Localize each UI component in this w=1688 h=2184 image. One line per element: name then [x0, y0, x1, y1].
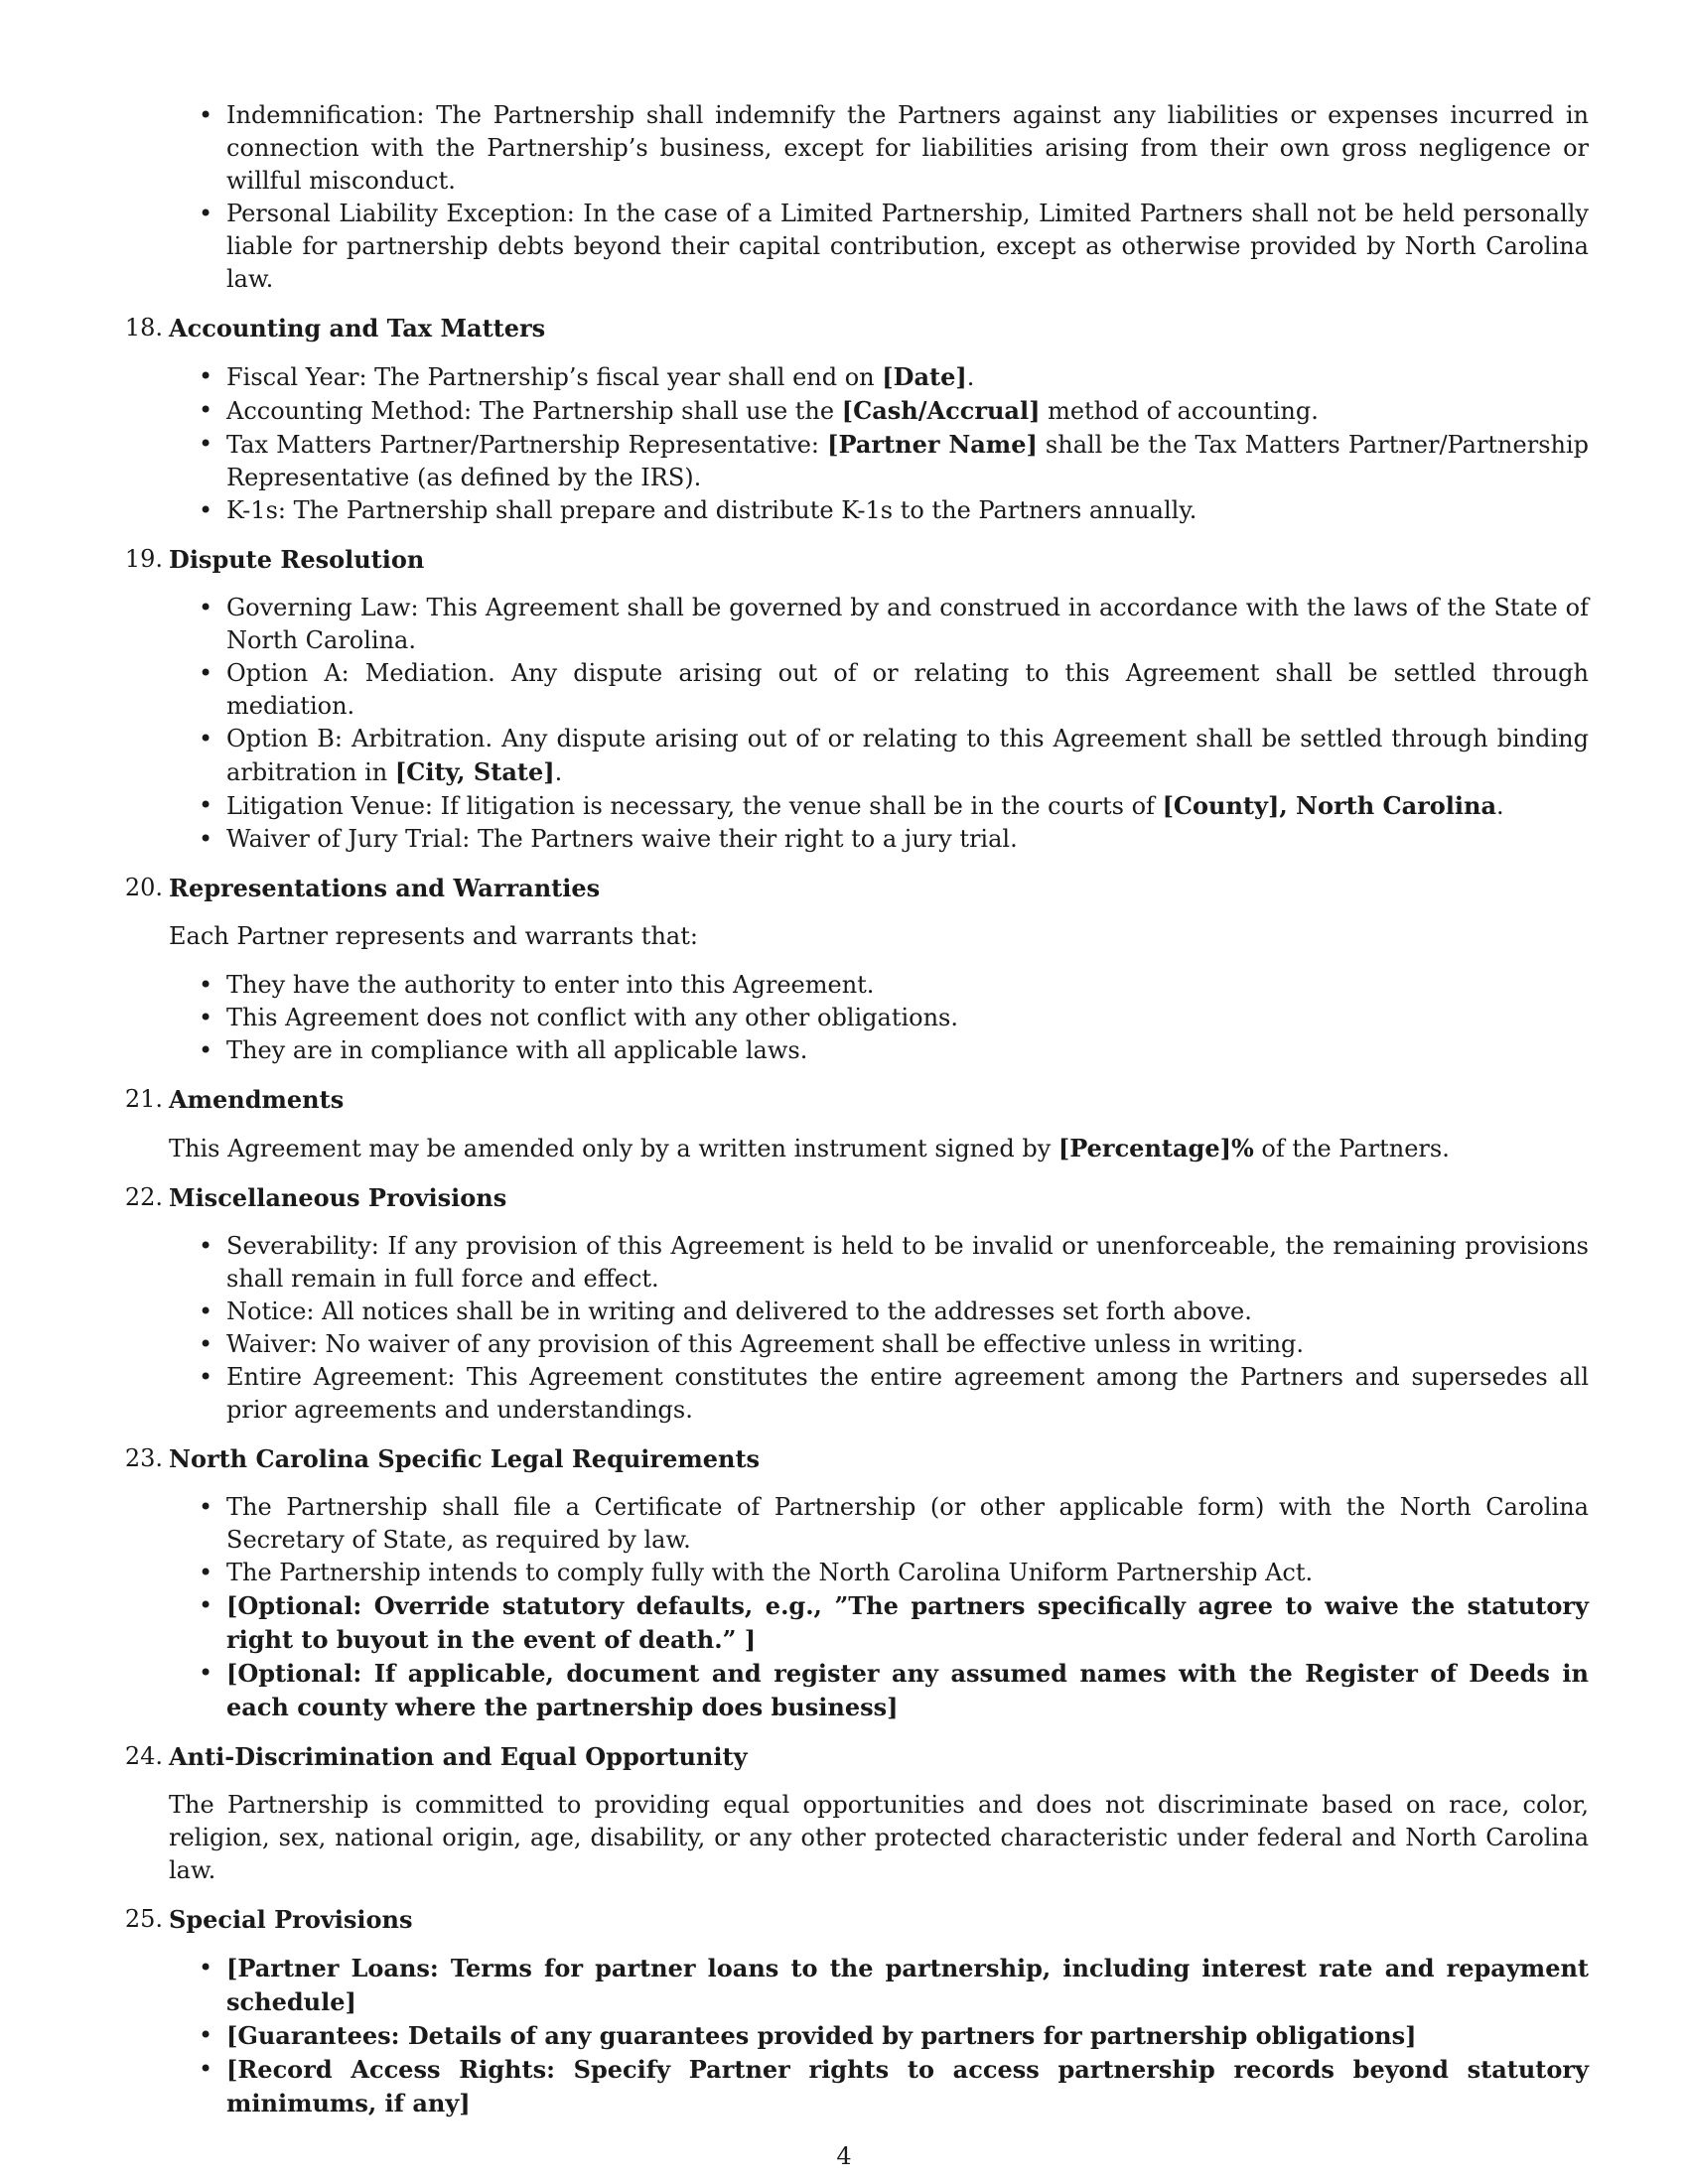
section-paragraph: [107, 1132, 1589, 1165]
list-item: [226, 99, 1589, 198]
section-heading: [107, 1181, 1589, 1214]
text-run: of the Partners.: [1253, 1135, 1450, 1162]
list-item: [226, 1491, 1589, 1557]
text-run: Waiver: No waiver of any provision of this Agreement shall be effective unless in writing.: [226, 1330, 1305, 1358]
section-heading: [107, 1083, 1589, 1116]
bold-placeholder-text: [Optional: Override statutory defaults, e.g., ”The partners specifically agree to waive the statutory right to buyout in the event of death.” ]: [226, 1591, 1589, 1654]
bullet-list: [107, 360, 1589, 527]
bullet-list: [107, 1230, 1589, 1427]
document-body: [107, 99, 1589, 2120]
text-run: Indemnification: The Partnership shall indemnify the Partners against any liabilities or expenses incurred in connection with the Partnership’s business, except for liabilities arising from their own gross negligence or willful misconduct.: [226, 101, 1589, 195]
bold-placeholder-text: [Partner Name]: [827, 430, 1038, 459]
paragraph-block: [107, 920, 1589, 953]
section-heading: [107, 1903, 1589, 1936]
bold-placeholder-text: [County], North Carolina: [1162, 791, 1497, 820]
text-run: The Partnership intends to comply fully with the North Carolina Uniform Partnership Act.: [226, 1559, 1314, 1586]
bold-placeholder-text: [City, State]: [394, 757, 555, 786]
section-18: [107, 312, 1589, 527]
text-run: .: [554, 758, 563, 786]
section-19: [107, 543, 1589, 856]
text-run: shall be the Tax Matters Partner/Partnership Representative (as defined by the IRS).: [226, 431, 1590, 491]
bold-placeholder-text: [Percentage]%: [1057, 1134, 1254, 1162]
list-item: [226, 2019, 1589, 2053]
text-run: This Agreement does not conflict with any other obligations.: [226, 1004, 959, 1031]
section-title: Representations and Warranties: [169, 874, 601, 902]
text-run: Severability: If any provision of this Agreement is held to be invalid or unenforceable, the remaining provisions shall remain in full force and effect.: [226, 1232, 1589, 1293]
list-item: [226, 1002, 1589, 1034]
list-item: [226, 657, 1589, 723]
text-run: Governing Law: This Agreement shall be governed by and construed in accordance with the laws of the State of North Carolina.: [226, 594, 1589, 654]
list-item: [226, 1361, 1589, 1427]
bold-placeholder-text: [Partner Loans: Terms for partner loans to the partnership, including interest rate and repayment schedule]: [226, 1954, 1589, 2016]
list-item: [226, 723, 1589, 789]
text-run: Fiscal Year: The Partnership’s fiscal year shall end on: [226, 363, 883, 391]
list-item: [226, 1230, 1589, 1296]
section-22: [107, 1181, 1589, 1427]
page-number: 4: [836, 2142, 852, 2170]
text-run: Litigation Venue: If litigation is necessary, the venue shall be in the courts of: [226, 792, 1163, 820]
text-run: .: [966, 363, 975, 391]
section-24: [107, 1740, 1589, 1887]
list-item: [226, 394, 1589, 428]
section-25: [107, 1903, 1589, 2120]
text-run: The Partnership is committed to providing equal opportunities and does not discriminate based on race, color, religion, sex, national origin, age, disability, or any other protected characteristic under federal and North Carolina law.: [169, 1791, 1589, 1884]
text-run: Personal Liability Exception: In the case of a Limited Partnership, Limited Partners shall not be held personally liable for partnership debts beyond their capital contribution, except as otherwise provided by North Carolina law.: [226, 200, 1589, 293]
section-title: Accounting and Tax Matters: [169, 314, 546, 342]
text-run: Tax Matters Partner/Partnership Representative:: [226, 431, 828, 459]
paragraph-block: [107, 1789, 1589, 1887]
bullet-list: [107, 969, 1589, 1067]
text-run: Option B: Arbitration. Any dispute arising out of or relating to this Agreement shall be settled through binding arbitration in: [226, 725, 1589, 786]
list-item: [226, 2053, 1589, 2120]
text-run: .: [1496, 792, 1504, 820]
list-item: [226, 1034, 1589, 1067]
bold-placeholder-text: [Date]: [882, 362, 967, 391]
list-item: [226, 1328, 1589, 1361]
bold-placeholder-text: [Record Access Rights: Specify Partner rights to access partnership records beyond statutory minimums, if any]: [226, 2055, 1589, 2117]
section-heading: [107, 1740, 1589, 1773]
text-run: They have the authority to enter into this Agreement.: [226, 971, 875, 999]
bold-placeholder-text: [Cash/Accrual]: [841, 396, 1041, 425]
list-item: [226, 592, 1589, 657]
bold-placeholder-text: [Optional: If applicable, document and register any assumed names with the Register of Deeds in each county where the partnership does business]: [226, 1659, 1589, 1721]
list-item: [226, 1952, 1589, 2019]
section-title: Anti-Discrimination and Equal Opportunity: [169, 1742, 748, 1771]
list-item: [226, 1589, 1589, 1657]
section-number: 20.: [124, 874, 163, 901]
section-23: [107, 1442, 1589, 1724]
list-item: [226, 198, 1589, 296]
text-run: Option A: Mediation. Any dispute arising out of or relating to this Agreement shall be settled through mediation.: [226, 659, 1589, 720]
section-paragraph: [107, 1789, 1589, 1887]
section-heading: [107, 872, 1589, 904]
list-item: [226, 823, 1589, 856]
text-run: Entire Agreement: This Agreement constitutes the entire agreement among the Partners and supersedes all prior agreements and understandings.: [226, 1363, 1589, 1424]
section-20: [107, 872, 1589, 1067]
text-run: The Partnership shall file a Certificate of Partnership (or other applicable form) with the North Carolina Secretary of State, as required by law.: [226, 1493, 1589, 1554]
section-number: 19.: [124, 545, 163, 573]
bullet-list: [107, 592, 1589, 856]
list-item: [226, 360, 1589, 394]
section-number: 18.: [124, 314, 163, 341]
lead-list-section: [107, 99, 1589, 296]
section-paragraph: [107, 920, 1589, 953]
list-item: [226, 494, 1589, 527]
text-run: Waiver of Jury Trial: The Partners waive their right to a jury trial.: [226, 825, 1018, 853]
text-run: Accounting Method: The Partnership shall use the: [226, 397, 842, 425]
section-number: 23.: [124, 1444, 163, 1472]
list-item: [226, 1657, 1589, 1724]
bold-placeholder-text: [Guarantees: Details of any guarantees provided by partners for partnership obligations]: [226, 2021, 1417, 2050]
section-21: [107, 1083, 1589, 1165]
text-run: Notice: All notices shall be in writing and delivered to the addresses set forth above.: [226, 1297, 1252, 1325]
text-run: K-1s: The Partnership shall prepare and distribute K-1s to the Partners annually.: [226, 496, 1197, 524]
section-heading: [107, 1442, 1589, 1475]
section-number: 22.: [124, 1183, 163, 1211]
section-heading: [107, 543, 1589, 576]
bullet-list: [107, 99, 1589, 296]
section-title: Miscellaneous Provisions: [169, 1183, 507, 1212]
section-title: North Carolina Specific Legal Requirements: [169, 1444, 761, 1473]
paragraph-block: [107, 1132, 1589, 1165]
text-run: This Agreement may be amended only by a written instrument signed by: [169, 1135, 1058, 1162]
section-title: Amendments: [169, 1085, 345, 1114]
section-title: Dispute Resolution: [169, 545, 425, 574]
section-number: 25.: [124, 1905, 163, 1933]
bullet-list: [107, 1952, 1589, 2120]
text-run: Each Partner represents and warrants that:: [169, 922, 698, 950]
list-item: [226, 1296, 1589, 1328]
section-title: Special Provisions: [169, 1905, 413, 1934]
list-item: [226, 969, 1589, 1002]
list-item: [226, 789, 1589, 823]
section-heading: [107, 312, 1589, 344]
list-item: [226, 428, 1589, 494]
bullet-list: [107, 1491, 1589, 1724]
text-run: They are in compliance with all applicable laws.: [226, 1036, 808, 1064]
list-item: [226, 1557, 1589, 1589]
section-number: 21.: [124, 1085, 163, 1113]
text-run: method of accounting.: [1040, 397, 1319, 425]
section-number: 24.: [124, 1742, 163, 1770]
